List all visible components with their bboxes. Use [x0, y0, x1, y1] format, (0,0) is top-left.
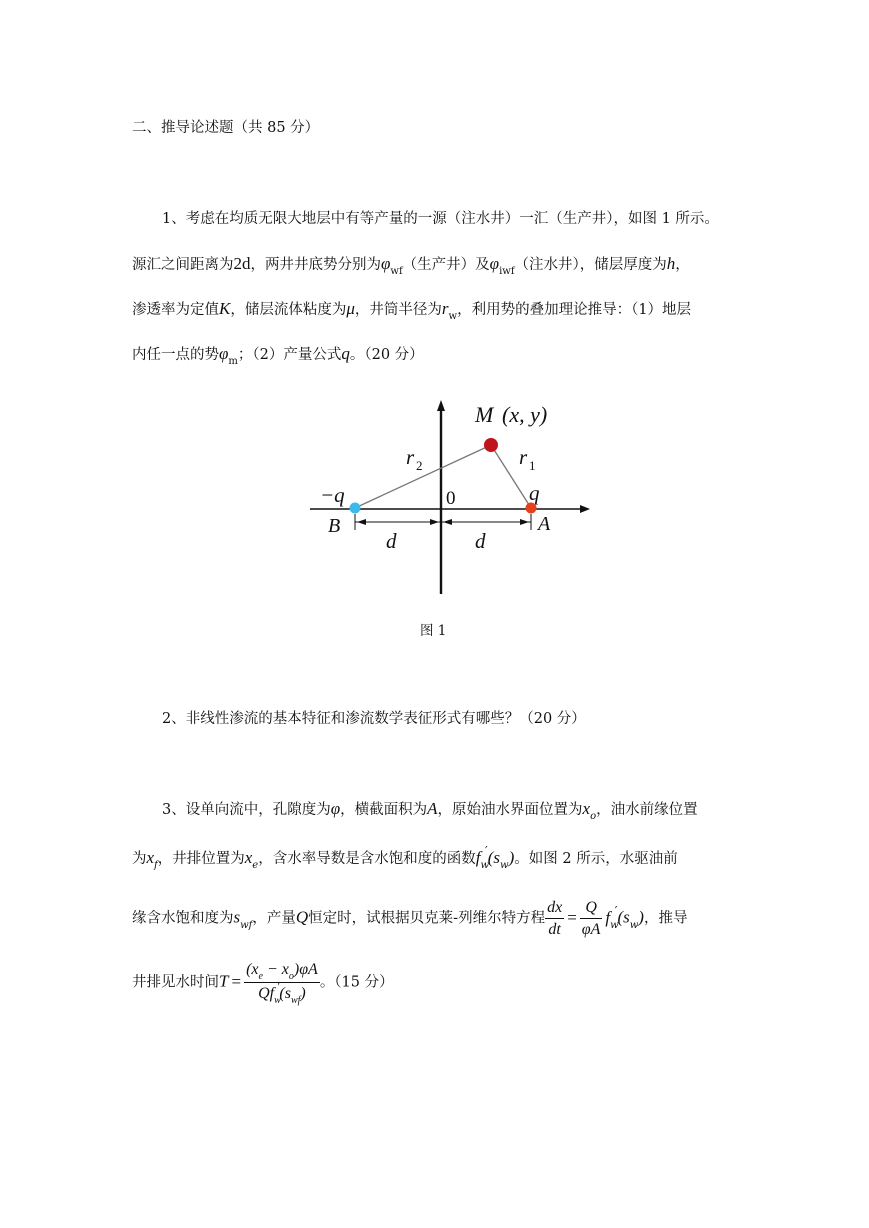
point-b [350, 503, 361, 514]
math-prime: ′ [485, 844, 488, 858]
q1-text: 源汇之间距离为 [132, 257, 234, 273]
math-term: )φA [293, 961, 318, 978]
frac-numerator: Q [580, 898, 603, 919]
math-sub: o [288, 971, 294, 982]
math-sub: e [252, 860, 259, 871]
q3-text: 。如图 2 所示，水驱油前 [514, 851, 678, 867]
math-phi: φ [489, 254, 500, 273]
math-sub: wf [390, 266, 403, 277]
q1-line-1: 1、考虑在均质无限大地层中有等产量的一源（注水井）一汇（生产井），如图 1 所示。 [162, 211, 719, 227]
math-equals: = [231, 971, 242, 991]
q1-text: ，两井井底势分别为 [250, 257, 381, 273]
q3-text: 。（15 分） [319, 974, 394, 991]
q3-line-2 [132, 844, 678, 871]
math-sub: w [610, 919, 619, 931]
math-sub: w [500, 860, 509, 871]
frac-denominator: dt [548, 921, 561, 938]
label-minus-q: −q [320, 483, 345, 507]
label-d-right: d [475, 529, 486, 553]
arrow-icon [443, 519, 452, 525]
q3-text: 3、设单向流中，孔隙度为 [162, 802, 331, 818]
fraction-result [244, 960, 320, 1005]
math-q: Q [295, 907, 309, 927]
q3-line-3 [132, 898, 687, 939]
math-2d: 2d [233, 254, 251, 273]
math-sub: o [590, 811, 597, 822]
math-equals: = [567, 907, 577, 927]
label-r2-sub: 2 [416, 458, 423, 473]
q3-text: ，含水率导数是含水饱和度的函数 [258, 851, 476, 867]
math-s: s [233, 907, 241, 927]
math-sub: iwf [499, 266, 515, 277]
x-axis-arrow-icon [580, 505, 590, 513]
arrow-icon [430, 519, 439, 525]
math-term: ) [300, 985, 306, 1002]
figure-caption: 图 1 [420, 623, 447, 639]
arrow-icon [520, 519, 529, 525]
q3-text: 缘含水饱和度为 [132, 910, 234, 927]
math-a: A [427, 799, 438, 818]
arrow-icon [357, 519, 366, 525]
q3-text: ，井排位置为 [157, 851, 245, 867]
math-sub: w [629, 919, 639, 931]
frac-denominator: φA [581, 921, 601, 938]
math-term: Qf [258, 985, 275, 1002]
label-origin: 0 [446, 488, 456, 509]
math-sub: w [480, 860, 490, 871]
figure-1 [300, 396, 600, 600]
math-sub: w [274, 995, 281, 1006]
q1-text: 渗透率为定值 [132, 302, 219, 318]
math-k: K [219, 299, 231, 318]
q1-text: 内任一点的势 [132, 347, 219, 363]
math-prime: ′ [276, 979, 280, 993]
q1-text: （生产井）及 [402, 257, 490, 273]
label-m: M [475, 402, 494, 427]
line-r2 [355, 445, 491, 508]
fraction-q-phia [580, 898, 603, 939]
math-arg-end: ) [638, 907, 644, 927]
math-sub: e [258, 971, 263, 982]
y-axis-arrow-icon [437, 400, 445, 411]
label-r2: r [406, 445, 415, 469]
math-x: x [582, 799, 591, 818]
math-phi: φ [219, 344, 229, 363]
q3-text: 为 [132, 851, 147, 867]
math-sub: wf [290, 995, 301, 1006]
q1-line-3 [132, 299, 691, 322]
math-t: T [219, 971, 229, 991]
q1-text: ，井筒半径为 [354, 302, 442, 318]
math-f: f [475, 848, 481, 867]
q3-line-1 [162, 799, 698, 822]
q3-text: ，油水前缘位置 [596, 802, 698, 818]
math-phi: φ [381, 254, 391, 273]
math-sub: m [228, 356, 238, 367]
q2-line-1: 2、非线性渗流的基本特征和渗流数学表征形式有哪些？（20 分） [162, 711, 586, 727]
math-mu: μ [346, 299, 355, 318]
math-h: h [666, 254, 676, 273]
math-sub: w [448, 311, 458, 322]
math-sub: wf [240, 919, 253, 931]
label-q: q [529, 481, 540, 505]
math-term: − x [262, 961, 289, 978]
label-r1: r [519, 445, 528, 469]
point-m [484, 438, 498, 452]
math-term: (s [279, 985, 291, 1002]
q3-line-4 [132, 960, 394, 1005]
label-r1-sub: 1 [529, 458, 536, 473]
label-b: B [328, 515, 341, 537]
label-a: A [538, 513, 551, 535]
frac-numerator: dx [545, 898, 564, 919]
q1-text: ；（2）产量公式 [237, 347, 342, 363]
frac-numerator [244, 960, 320, 983]
q3-text: ，横截面积为 [340, 802, 428, 818]
q3-text: ，产量 [252, 910, 296, 927]
q3-text: 恒定时，试根据贝克莱-列维尔特方程 [308, 910, 546, 927]
q1-line-4 [132, 344, 424, 367]
math-arg: (s [617, 907, 630, 927]
q3-text: 井排见水时间 [132, 974, 219, 991]
label-d-left: d [386, 529, 397, 553]
math-prime: ′ [614, 903, 618, 918]
section-title: 二、推导论述题（共 85 分） [132, 120, 320, 136]
q1-text: ，利用势的叠加理论推导：（1）地层 [457, 302, 692, 318]
q3-text: ，推导 [643, 910, 688, 927]
fraction-dx-dt [545, 898, 564, 939]
math-q: q [341, 344, 350, 363]
math-term: (x [246, 961, 259, 978]
math-arg: (s [487, 848, 501, 867]
q1-line-2 [132, 254, 690, 277]
label-m-coords: (x, y) [502, 402, 548, 427]
math-x: x [244, 848, 253, 867]
frac-denominator [244, 979, 320, 1006]
math-arg-end: ) [508, 848, 515, 867]
q1-text: 。（20 分） [349, 347, 424, 363]
math-f: f [605, 907, 611, 927]
q1-text: ，储层流体粘度为 [230, 302, 347, 318]
math-sub: f [154, 860, 158, 871]
math-phi: φ [330, 799, 341, 818]
q3-text: ，原始油水界面位置为 [437, 802, 583, 818]
math-r: r [441, 299, 449, 318]
q1-text: （注水井），储层厚度为 [514, 257, 667, 273]
q1-text: ， [675, 257, 690, 273]
math-x: x [146, 848, 155, 867]
